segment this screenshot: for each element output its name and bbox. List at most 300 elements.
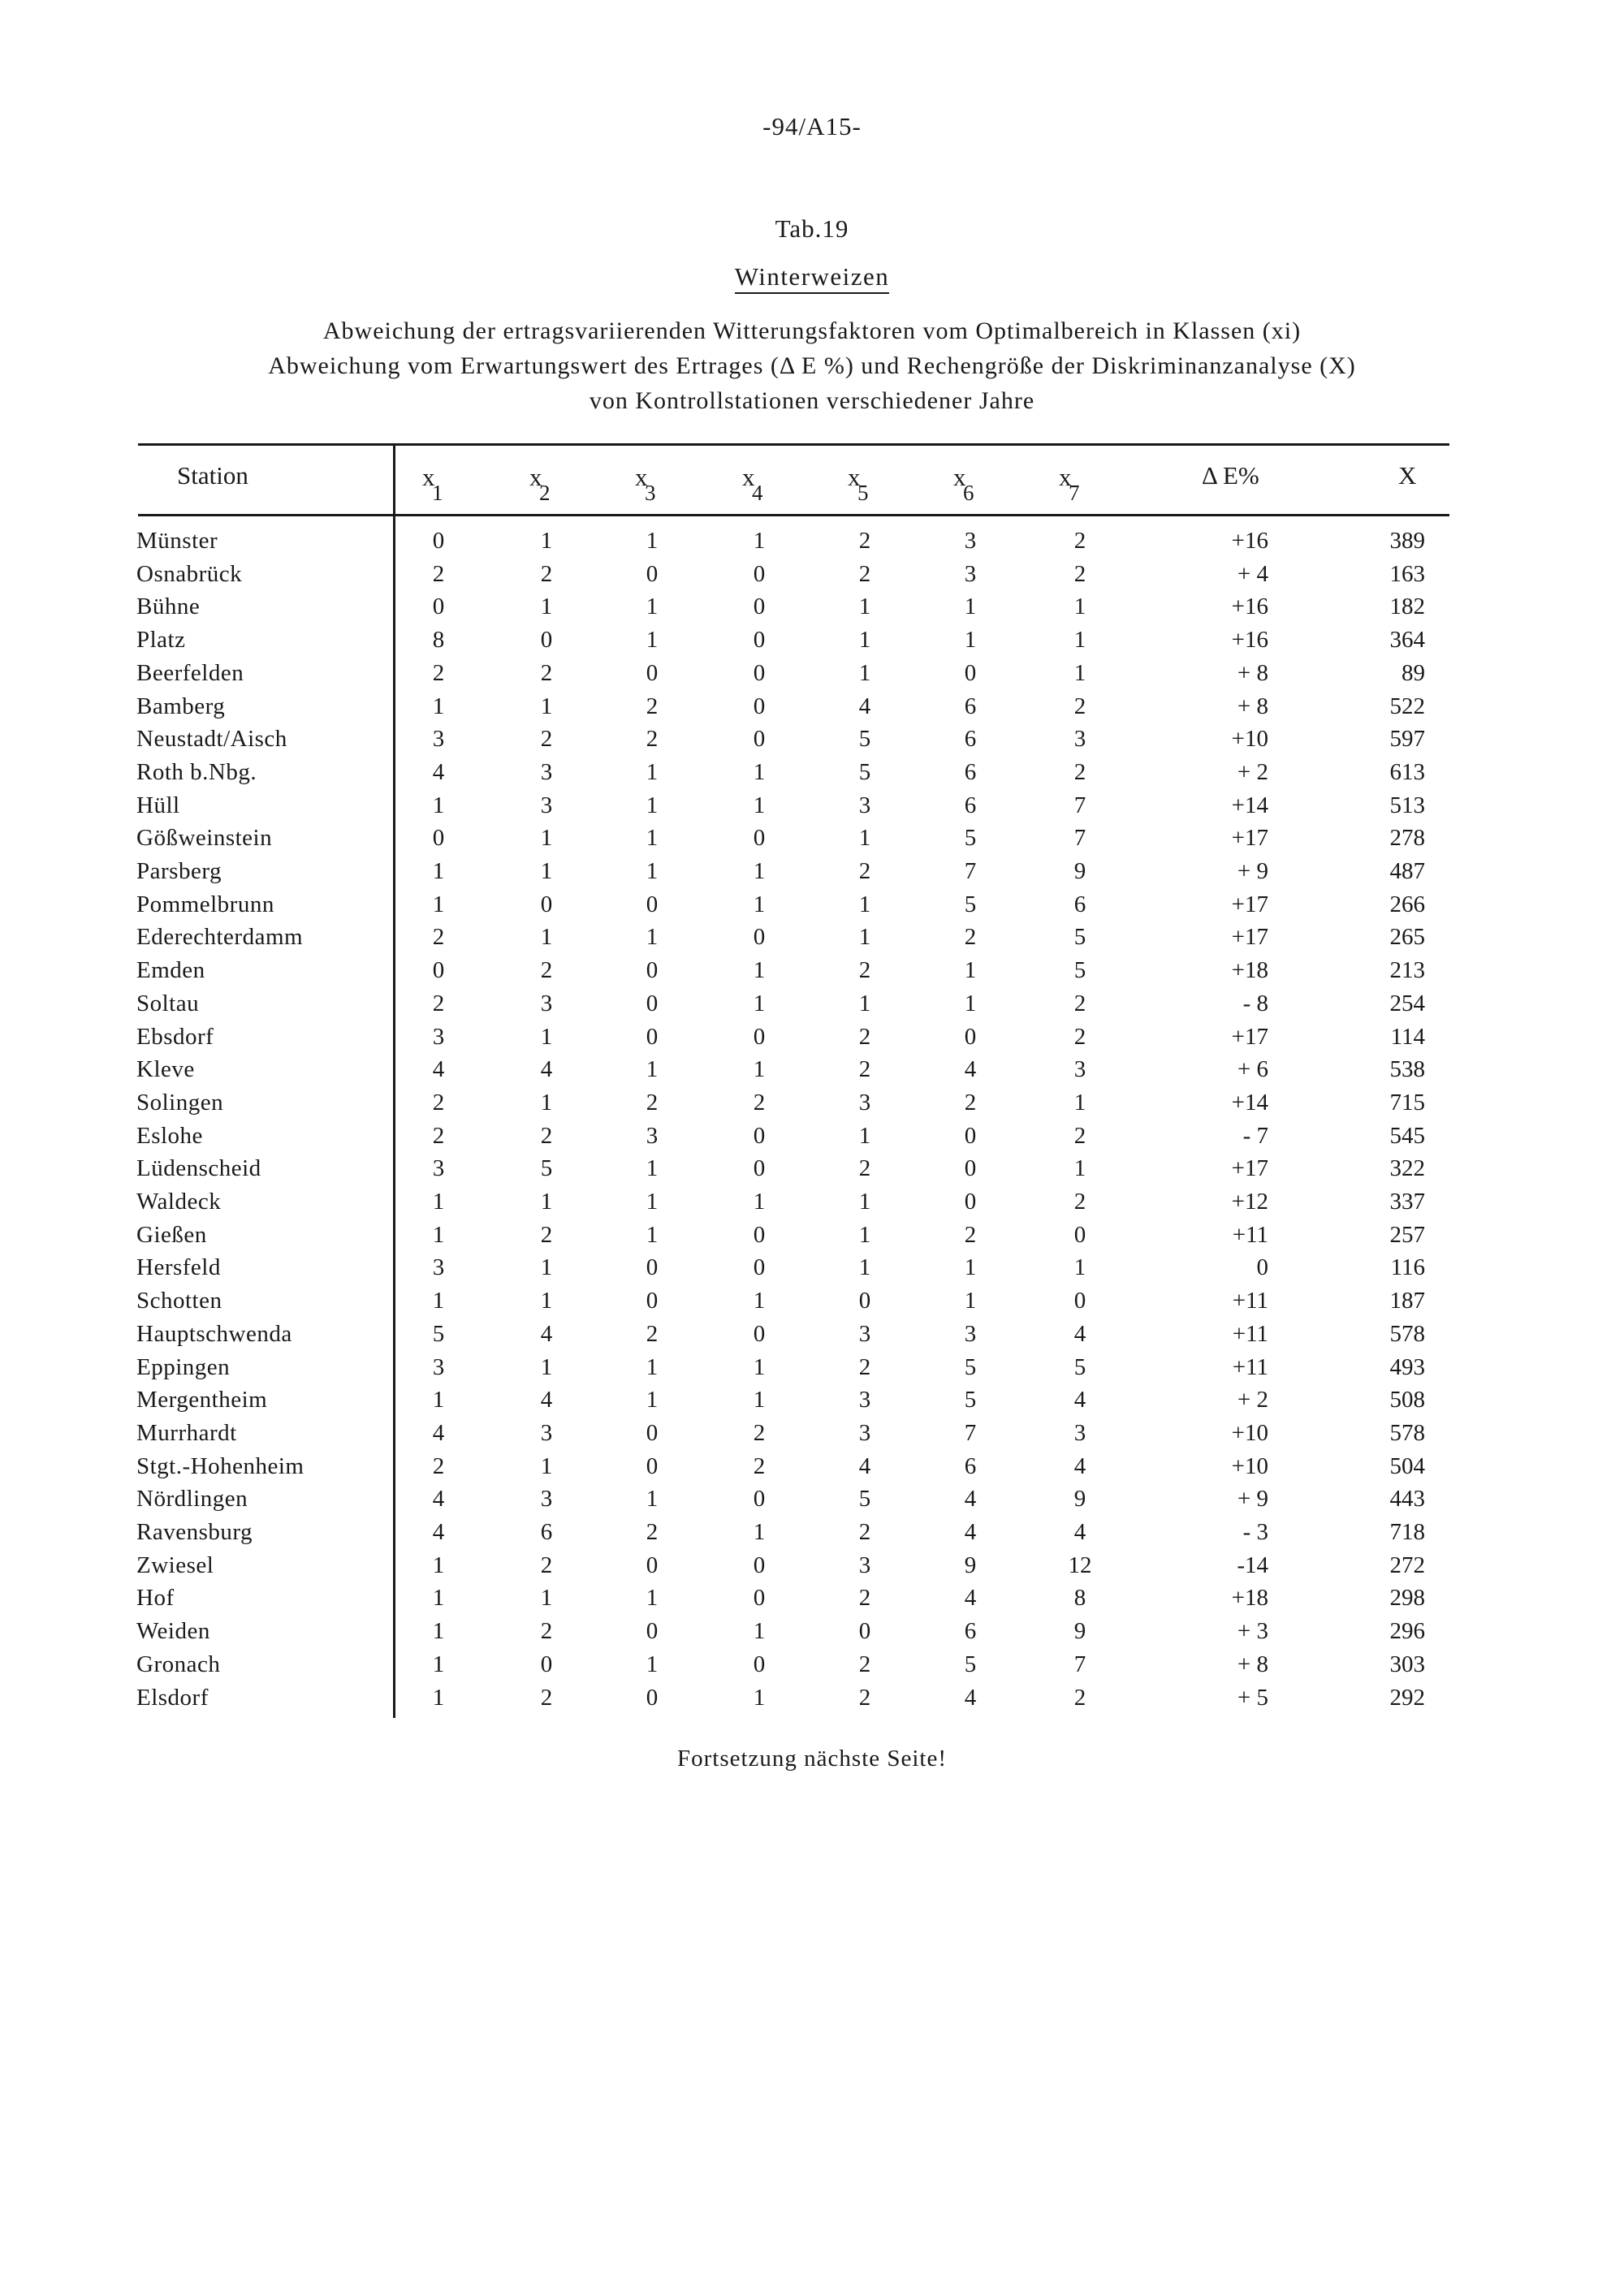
cell-x4: 2 (753, 1089, 766, 1116)
cell-x: 613 (1389, 758, 1425, 785)
cell-x7: 9 (1073, 858, 1086, 884)
cell-x2: 1 (540, 1254, 553, 1281)
cell-x1: 0 (432, 957, 445, 984)
cell-x6: 1 (964, 1288, 977, 1314)
cell-x1: 1 (432, 1552, 445, 1578)
cell-x7: 5 (1073, 1353, 1086, 1380)
cell-x1: 0 (432, 593, 445, 620)
cell-de: + 2 (1237, 1387, 1268, 1413)
cell-de: +17 (1231, 1155, 1268, 1182)
cell-x5: 3 (858, 1387, 871, 1413)
cell-de: + 8 (1237, 693, 1268, 719)
cell-x3: 1 (646, 858, 659, 884)
cell-x7: 1 (1073, 1254, 1086, 1281)
cell-x5: 3 (858, 1089, 871, 1116)
cell-x3: 1 (646, 1387, 659, 1413)
cell-de: +17 (1231, 825, 1268, 852)
header-x-subscript: 5 (857, 481, 869, 505)
cell-x2: 3 (540, 758, 553, 785)
page-number: -94/A15- (762, 112, 862, 140)
cell-x: 254 (1389, 990, 1425, 1016)
header-x-symbol: x (953, 463, 966, 491)
cell-x: 163 (1389, 560, 1425, 587)
cell-x: 303 (1389, 1651, 1425, 1677)
cell-x7: 2 (1073, 1122, 1086, 1149)
station-name: Ravensburg (136, 1519, 253, 1545)
table-row (0, 627, 1624, 659)
cell-x7: 5 (1073, 924, 1086, 951)
cell-x6: 6 (964, 693, 977, 719)
table-row (0, 990, 1624, 1023)
cell-x6: 4 (964, 1486, 977, 1513)
cell-x3: 1 (646, 1651, 659, 1677)
cell-x3: 2 (646, 1519, 659, 1545)
cell-x: 504 (1389, 1452, 1425, 1479)
cell-x3: 1 (646, 1189, 659, 1215)
cell-x2: 1 (540, 1189, 553, 1215)
cell-x6: 7 (964, 1419, 977, 1446)
cell-x7: 2 (1073, 1023, 1086, 1050)
cell-x: 266 (1389, 891, 1425, 917)
cell-x3: 1 (646, 528, 659, 554)
cell-de: +14 (1231, 792, 1268, 818)
cell-x4: 0 (753, 1122, 766, 1149)
cell-x: 292 (1389, 1684, 1425, 1711)
table-row (0, 1354, 1624, 1387)
cell-x7: 7 (1073, 1651, 1086, 1677)
station-name: Hauptschwenda (136, 1320, 292, 1347)
cell-x2: 2 (540, 560, 553, 587)
cell-de: +18 (1231, 1585, 1268, 1612)
header-x-symbol: x (529, 463, 542, 491)
cell-de: +17 (1231, 924, 1268, 951)
cell-de: +10 (1231, 1419, 1268, 1446)
cell-x5: 1 (858, 593, 871, 620)
cell-x7: 3 (1073, 1419, 1086, 1446)
cell-x6: 5 (964, 1387, 977, 1413)
cell-de: +16 (1231, 593, 1268, 620)
cell-x: 545 (1389, 1122, 1425, 1149)
table-row (0, 1585, 1624, 1617)
cell-x1: 2 (432, 560, 445, 587)
cell-x5: 5 (858, 758, 871, 785)
station-name: Schotten (136, 1288, 222, 1314)
table-row (0, 693, 1624, 726)
station-name: Gronach (136, 1651, 221, 1677)
cell-x: 508 (1389, 1387, 1425, 1413)
cell-x6: 6 (964, 758, 977, 785)
caption-line-3: von Kontrollstationen verschiedener Jahre (589, 387, 1035, 414)
cell-x7: 1 (1073, 659, 1086, 686)
cell-x: 578 (1389, 1419, 1425, 1446)
cell-x3: 1 (646, 1056, 659, 1083)
cell-de: +10 (1231, 726, 1268, 753)
cell-x5: 1 (858, 891, 871, 917)
cell-x: 597 (1389, 726, 1425, 753)
cell-x6: 0 (964, 1122, 977, 1149)
cell-x6: 2 (964, 1089, 977, 1116)
cell-x4: 1 (753, 1189, 766, 1215)
cell-x4: 1 (753, 957, 766, 984)
table-row (0, 792, 1624, 825)
cell-x: 278 (1389, 825, 1425, 852)
cell-x3: 0 (646, 990, 659, 1016)
cell-x: 213 (1389, 957, 1425, 984)
cell-x5: 4 (858, 693, 871, 719)
cell-x: 182 (1389, 593, 1425, 620)
header-x-subscript: 7 (1069, 481, 1080, 505)
cell-x1: 8 (432, 627, 445, 654)
cell-x6: 6 (964, 792, 977, 818)
table-row (0, 1024, 1624, 1056)
cell-de: +16 (1231, 528, 1268, 554)
cell-x4: 0 (753, 726, 766, 753)
cell-x: 187 (1389, 1288, 1425, 1314)
station-name: Eppingen (136, 1353, 231, 1380)
cell-x2: 2 (540, 1618, 553, 1645)
station-name: Kleve (136, 1056, 195, 1083)
station-name: Ederechterdamm (136, 924, 304, 951)
cell-x4: 0 (753, 627, 766, 654)
cell-x6: 0 (964, 1023, 977, 1050)
cell-x7: 2 (1073, 1189, 1086, 1215)
cell-x4: 0 (753, 693, 766, 719)
cell-x7: 2 (1073, 560, 1086, 587)
cell-x3: 0 (646, 1254, 659, 1281)
cell-x5: 1 (858, 924, 871, 951)
cell-x2: 3 (540, 792, 553, 818)
cell-x1: 1 (432, 891, 445, 917)
cell-x: 114 (1390, 1023, 1425, 1050)
cell-x3: 1 (646, 1221, 659, 1248)
cell-x6: 5 (964, 825, 977, 852)
table-label: Tab.19 (775, 214, 849, 243)
cell-x: 487 (1389, 858, 1425, 884)
cell-x2: 2 (540, 726, 553, 753)
cell-x1: 1 (432, 1684, 445, 1711)
cell-x2: 6 (540, 1519, 553, 1545)
cell-x4: 0 (753, 659, 766, 686)
cell-x3: 1 (646, 1486, 659, 1513)
station-name: Nördlingen (136, 1486, 248, 1513)
cell-x3: 2 (646, 1089, 659, 1116)
header-x: X (1398, 461, 1417, 490)
cell-x2: 4 (540, 1387, 553, 1413)
cell-x7: 9 (1073, 1486, 1086, 1513)
table-row (0, 1618, 1624, 1651)
station-name: Zwiesel (136, 1552, 214, 1578)
cell-x2: 3 (540, 1419, 553, 1446)
cell-x4: 1 (753, 858, 766, 884)
table-row (0, 726, 1624, 758)
cell-x5: 2 (858, 1519, 871, 1545)
cell-x: 493 (1389, 1353, 1425, 1380)
cell-x4: 0 (753, 1320, 766, 1347)
table-row (0, 1090, 1624, 1122)
header-x-subscript: 2 (539, 481, 551, 505)
cell-de: + 5 (1237, 1684, 1268, 1711)
cell-x3: 1 (646, 1353, 659, 1380)
cell-x1: 1 (432, 1618, 445, 1645)
cell-x4: 1 (753, 1353, 766, 1380)
cell-x5: 1 (858, 990, 871, 1016)
cell-x7: 2 (1073, 990, 1086, 1016)
table-row (0, 1486, 1624, 1518)
header-x-symbol: x (848, 463, 861, 491)
cell-x5: 2 (858, 1651, 871, 1677)
cell-x4: 0 (753, 1155, 766, 1182)
cell-x3: 0 (646, 560, 659, 587)
cell-de: +16 (1231, 627, 1268, 654)
cell-x1: 4 (432, 1419, 445, 1446)
table-row (0, 1189, 1624, 1221)
cell-de: + 8 (1237, 659, 1268, 686)
station-name: Parsberg (136, 858, 222, 884)
cell-x: 513 (1389, 792, 1425, 818)
cell-x7: 0 (1073, 1221, 1086, 1248)
continuation-note: Fortsetzung nächste Seite! (676, 1746, 948, 1772)
cell-x3: 1 (646, 1585, 659, 1612)
table-row (0, 924, 1624, 956)
cell-x6: 4 (964, 1585, 977, 1612)
cell-x1: 0 (432, 825, 445, 852)
cell-x1: 0 (432, 528, 445, 554)
cell-x3: 0 (646, 1419, 659, 1446)
cell-de: +11 (1232, 1353, 1268, 1380)
table-row (0, 1420, 1624, 1452)
cell-x6: 0 (964, 1155, 977, 1182)
cell-x5: 2 (858, 1684, 871, 1711)
cell-x6: 2 (964, 1221, 977, 1248)
station-name: Weiden (136, 1618, 210, 1645)
cell-x7: 4 (1073, 1387, 1086, 1413)
cell-x7: 1 (1073, 593, 1086, 620)
cell-x: 296 (1389, 1618, 1425, 1645)
cell-x4: 0 (753, 560, 766, 587)
table-row (0, 1387, 1624, 1419)
cell-x1: 2 (432, 990, 445, 1016)
cell-x5: 2 (858, 1056, 871, 1083)
cell-x5: 2 (858, 1585, 871, 1612)
cell-x: 89 (1402, 659, 1425, 686)
cell-x: 578 (1389, 1320, 1425, 1347)
table-row (0, 1288, 1624, 1320)
station-name: Hüll (136, 792, 180, 818)
table-row (0, 1155, 1624, 1188)
cell-x1: 1 (432, 1387, 445, 1413)
station-name: Gößweinstein (136, 825, 273, 852)
cell-x1: 1 (432, 1585, 445, 1612)
cell-x6: 7 (964, 858, 977, 884)
cell-x2: 5 (540, 1155, 553, 1182)
station-name: Ebsdorf (136, 1023, 214, 1050)
cell-x4: 1 (753, 1387, 766, 1413)
table-subject (0, 262, 1624, 291)
cell-x: 538 (1389, 1056, 1425, 1083)
cell-x5: 2 (858, 1155, 871, 1182)
cell-x4: 1 (753, 1618, 766, 1645)
cell-x2: 2 (540, 1221, 553, 1248)
cell-x2: 1 (540, 825, 553, 852)
cell-x4: 2 (753, 1452, 766, 1479)
cell-x2: 1 (540, 1089, 553, 1116)
cell-x7: 0 (1073, 1288, 1086, 1314)
cell-x1: 2 (432, 1122, 445, 1149)
station-name: Elsdorf (136, 1684, 209, 1711)
cell-x3: 1 (646, 924, 659, 951)
cell-x1: 1 (432, 1651, 445, 1677)
cell-x4: 1 (753, 891, 766, 917)
cell-x1: 4 (432, 1519, 445, 1545)
cell-x1: 2 (432, 924, 445, 951)
cell-x5: 3 (858, 1552, 871, 1578)
cell-x7: 2 (1073, 1684, 1086, 1711)
cell-x1: 2 (432, 1089, 445, 1116)
cell-x3: 1 (646, 1155, 659, 1182)
cell-x: 272 (1389, 1552, 1425, 1578)
cell-x: 298 (1389, 1585, 1425, 1612)
station-name: Solingen (136, 1089, 224, 1116)
cell-x4: 0 (753, 1552, 766, 1578)
cell-de: - 3 (1242, 1519, 1268, 1545)
cell-de: + 6 (1237, 1056, 1268, 1083)
cell-x2: 1 (540, 528, 553, 554)
station-name: Neustadt/Aisch (136, 726, 287, 753)
table-row (0, 1519, 1624, 1552)
cell-x7: 1 (1073, 1155, 1086, 1182)
table-row (0, 1123, 1624, 1155)
cell-x4: 0 (753, 825, 766, 852)
table-caption (0, 313, 1624, 418)
cell-x1: 1 (432, 693, 445, 719)
cell-x5: 1 (858, 825, 871, 852)
header-x-subscript: 6 (963, 481, 974, 505)
table-row (0, 825, 1624, 857)
cell-x5: 1 (858, 627, 871, 654)
header-x-subscript: 4 (752, 481, 763, 505)
station-name: Beerfelden (136, 659, 244, 686)
cell-x2: 4 (540, 1320, 553, 1347)
cell-x1: 4 (432, 1486, 445, 1513)
cell-x7: 5 (1073, 957, 1086, 984)
cell-x1: 1 (432, 1288, 445, 1314)
cell-x2: 0 (540, 627, 553, 654)
cell-x5: 3 (858, 792, 871, 818)
cell-x4: 1 (753, 758, 766, 785)
cell-x5: 2 (858, 1023, 871, 1050)
cell-x3: 1 (646, 825, 659, 852)
cell-x7: 9 (1073, 1618, 1086, 1645)
station-name: Platz (136, 627, 186, 654)
cell-de: +11 (1232, 1320, 1268, 1347)
cell-x7: 2 (1073, 528, 1086, 554)
cell-x5: 1 (858, 1189, 871, 1215)
cell-x7: 6 (1073, 891, 1086, 917)
cell-x4: 1 (753, 1288, 766, 1314)
cell-x4: 0 (753, 593, 766, 620)
table-row (0, 1651, 1624, 1684)
table-row (0, 759, 1624, 792)
cell-x7: 4 (1073, 1452, 1086, 1479)
cell-de: +17 (1231, 1023, 1268, 1050)
cell-de: +14 (1231, 1089, 1268, 1116)
station-name: Lüdenscheid (136, 1155, 261, 1182)
station-name: Waldeck (136, 1189, 222, 1215)
cell-x6: 6 (964, 726, 977, 753)
cell-x1: 1 (432, 792, 445, 818)
cell-x2: 2 (540, 957, 553, 984)
cell-x7: 3 (1073, 726, 1086, 753)
cell-x5: 1 (858, 1254, 871, 1281)
cell-x2: 1 (540, 1585, 553, 1612)
cell-x3: 1 (646, 792, 659, 818)
cell-x6: 4 (964, 1519, 977, 1545)
cell-de: 0 (1256, 1254, 1268, 1281)
cell-x6: 1 (964, 957, 977, 984)
cell-x6: 4 (964, 1056, 977, 1083)
cell-x: 322 (1389, 1155, 1425, 1182)
cell-x2: 3 (540, 1486, 553, 1513)
cell-x5: 2 (858, 858, 871, 884)
header-delta-e: Δ E% (1202, 461, 1259, 490)
station-name: Osnabrück (136, 560, 243, 587)
cell-x6: 6 (964, 1618, 977, 1645)
table-row (0, 593, 1624, 626)
cell-x4: 0 (753, 1651, 766, 1677)
table-header-rule (138, 514, 1449, 516)
cell-x5: 2 (858, 1353, 871, 1380)
station-name: Soltau (136, 990, 200, 1016)
station-name: Eslohe (136, 1122, 203, 1149)
station-name: Hersfeld (136, 1254, 221, 1281)
station-name: Pommelbrunn (136, 891, 274, 917)
cell-x4: 1 (753, 528, 766, 554)
cell-x4: 0 (753, 924, 766, 951)
station-name: Münster (136, 528, 218, 554)
caption-line-1: Abweichung der ertragsvariierenden Witterungsfaktoren vom Optimalbereich in Klassen (xi) (322, 317, 1302, 344)
cell-de: + 9 (1237, 858, 1268, 884)
table-row (0, 891, 1624, 924)
cell-x: 443 (1389, 1486, 1425, 1513)
cell-x7: 12 (1068, 1552, 1092, 1578)
cell-x1: 1 (432, 858, 445, 884)
cell-x6: 3 (964, 1320, 977, 1347)
cell-x7: 1 (1073, 1089, 1086, 1116)
cell-x4: 1 (753, 990, 766, 1016)
cell-x4: 0 (753, 1221, 766, 1248)
cell-x3: 0 (646, 1618, 659, 1645)
cell-x3: 3 (646, 1122, 659, 1149)
cell-x3: 2 (646, 1320, 659, 1347)
cell-x7: 3 (1073, 1056, 1086, 1083)
cell-x: 389 (1389, 528, 1425, 554)
station-name: Emden (136, 957, 205, 984)
cell-x5: 5 (858, 1486, 871, 1513)
header-x-symbol: x (1059, 463, 1072, 491)
cell-x7: 1 (1073, 627, 1086, 654)
cell-x6: 2 (964, 924, 977, 951)
cell-x2: 1 (540, 1023, 553, 1050)
cell-x: 257 (1389, 1221, 1425, 1248)
cell-x2: 0 (540, 1651, 553, 1677)
station-name: Stgt.-Hohenheim (136, 1452, 304, 1479)
cell-x3: 0 (646, 891, 659, 917)
cell-x6: 4 (964, 1684, 977, 1711)
header-x-subscript: 3 (645, 481, 656, 505)
cell-x5: 0 (858, 1288, 871, 1314)
cell-x4: 0 (753, 1486, 766, 1513)
cell-x: 265 (1389, 924, 1425, 951)
